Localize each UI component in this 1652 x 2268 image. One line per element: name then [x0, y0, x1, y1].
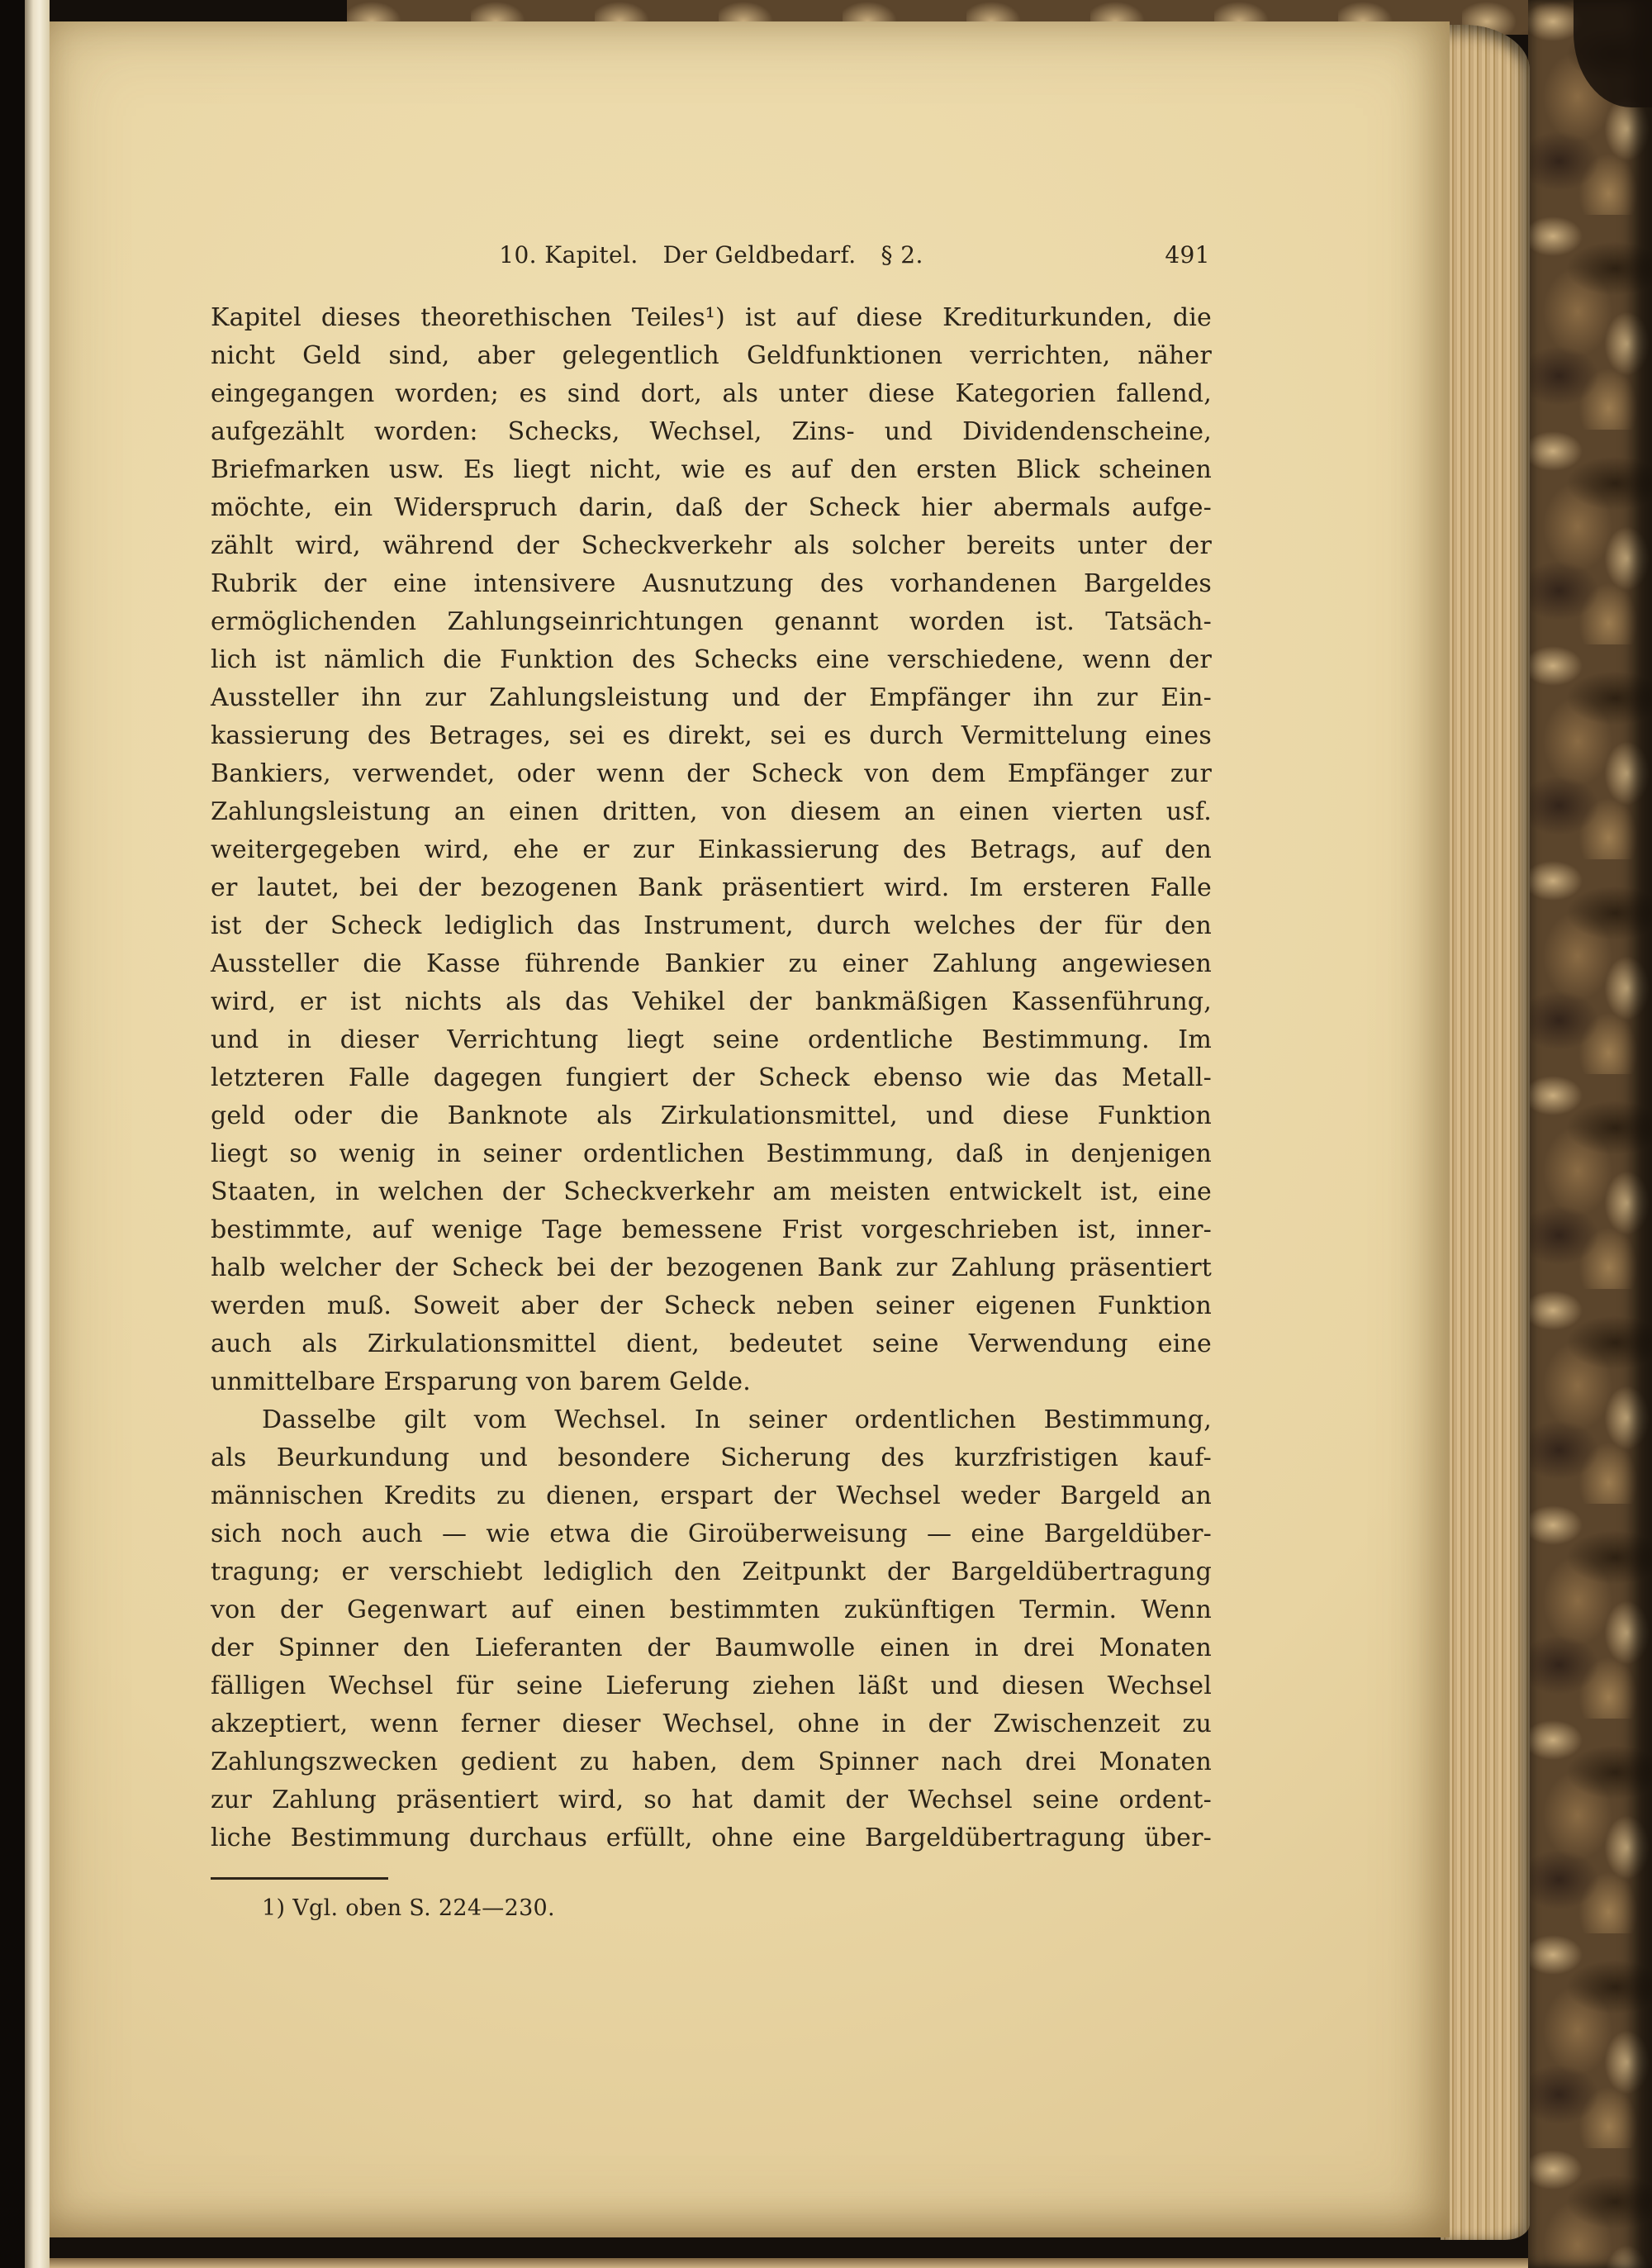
text-line: liche Bestimmung durchaus erfüllt, ohne eine Bargeldübertragung über-	[211, 1823, 1212, 1852]
paragraph	[211, 299, 1212, 1401]
text-line: werden muß. Soweit aber der Scheck neben seiner eigenen Funktion	[211, 1291, 1212, 1320]
text-line: bestimmte, auf wenige Tage bemessene Frist vorgeschrieben ist, inner-	[211, 1215, 1212, 1244]
text-line: Bankiers, verwendet, oder wenn der Scheck von dem Empfänger zur	[211, 759, 1212, 788]
section-number: § 2.	[881, 241, 923, 269]
text-line: tragung; er verschiebt lediglich den Zeitpunkt der Bargeldübertragung	[211, 1557, 1212, 1586]
text-line: liegt so wenig in seiner ordentlichen Bestimmung, daß in denjenigen	[211, 1139, 1212, 1168]
text-line: zählt wird, während der Scheckverkehr als solcher bereits unter der	[211, 531, 1212, 560]
text-line: unmittelbare Ersparung von barem Gelde.	[211, 1367, 751, 1396]
scanned-page	[50, 21, 1450, 2237]
text-line: Rubrik der eine intensivere Ausnutzung des vorhandenen Bargeldes	[211, 569, 1212, 598]
book-cover-marbled-board	[1528, 0, 1652, 2268]
text-line: weitergegeben wird, ehe er zur Einkassierung des Betrags, auf den	[211, 835, 1212, 864]
text-line: Dasselbe gilt vom Wechsel. In seiner ordentlichen Bestimmung,	[262, 1405, 1212, 1434]
text-line: geld oder die Banknote als Zirkulationsmittel, und diese Funktion	[211, 1101, 1212, 1130]
text-line: möchte, ein Widerspruch darin, daß der Scheck hier abermals aufge-	[211, 493, 1212, 522]
text-line: zur Zahlung präsentiert wird, so hat damit der Wechsel seine ordent-	[211, 1785, 1212, 1814]
text-line: aufgezählt worden: Schecks, Wechsel, Zins- und Dividendenscheine,	[211, 417, 1212, 446]
text-line: auch als Zirkulationsmittel dient, bedeutet seine Verwendung eine	[211, 1329, 1212, 1358]
text-line: Aussteller ihn zur Zahlungsleistung und der Empfänger ihn zur Ein-	[211, 683, 1212, 712]
text-line: ist der Scheck lediglich das Instrument, durch welches der für den	[211, 911, 1212, 940]
chapter-heading	[211, 241, 1212, 269]
text-line: fälligen Wechsel für seine Lieferung ziehen läßt und diesen Wechsel	[211, 1671, 1212, 1700]
page-number: 491	[1165, 241, 1210, 269]
book-spine-shadow	[0, 0, 25, 2268]
text-line: Kapitel dieses theorethischen Teiles¹) ist auf diese Krediturkunden, die	[211, 303, 1212, 332]
text-line: halb welcher der Scheck bei der bezogenen Bank zur Zahlung präsentiert	[211, 1253, 1212, 1282]
running-header	[211, 241, 1212, 274]
facing-page-edge	[25, 0, 50, 2268]
text-line: Aussteller die Kasse führende Bankier zu einer Zahlung angewiesen	[211, 949, 1212, 978]
text-line: und in dieser Verrichtung liegt seine ordentliche Bestimmung. Im	[211, 1025, 1212, 1054]
text-line: kassierung des Betrages, sei es direkt, sei es durch Vermittelung eines	[211, 721, 1212, 750]
text-line: als Beurkundung und besondere Sicherung des kurzfristigen kauf-	[211, 1443, 1212, 1472]
text-line: sich noch auch — wie etwa die Giroüberweisung — eine Bargeldüber-	[211, 1519, 1212, 1548]
text-line: letzteren Falle dagegen fungiert der Scheck ebenso wie das Metall-	[211, 1063, 1212, 1092]
book-bottom-edge	[21, 2258, 1528, 2268]
chapter-title: Der Geldbedarf.	[662, 241, 857, 269]
text-line: akzeptiert, wenn ferner dieser Wechsel, ohne in der Zwischenzeit zu	[211, 1709, 1212, 1738]
text-line: der Spinner den Lieferanten der Baumwolle einen in drei Monaten	[211, 1633, 1212, 1662]
text-line: männischen Kredits zu dienen, erspart der Wechsel weder Bargeld an	[211, 1481, 1212, 1510]
page-fore-edge-stack	[1441, 25, 1530, 2240]
footnote: 1) Vgl. oben S. 224—230.	[262, 1895, 555, 1921]
text-line: wird, er ist nichts als das Vehikel der bankmäßigen Kassenführung,	[211, 987, 1212, 1016]
text-line: Zahlungsleistung an einen dritten, von diesem an einen vierten usf.	[211, 797, 1212, 826]
text-line: er lautet, bei der bezogenen Bank präsentiert wird. Im ersteren Falle	[211, 873, 1212, 902]
text-line: nicht Geld sind, aber gelegentlich Geldfunktionen verrichten, näher	[211, 341, 1212, 370]
text-line: von der Gegenwart auf einen bestimmten zukünftigen Termin. Wenn	[211, 1595, 1212, 1624]
paragraph	[211, 1401, 1212, 1857]
chapter-number: 10. Kapitel.	[499, 241, 638, 269]
text-line: Staaten, in welchen der Scheckverkehr am meisten entwickelt ist, eine	[211, 1177, 1212, 1206]
text-line: ermöglichenden Zahlungseinrichtungen genannt worden ist. Tatsäch-	[211, 607, 1212, 636]
body-text	[211, 299, 1212, 1857]
text-line: eingegangen worden; es sind dort, als unter diese Kategorien fallend,	[211, 379, 1212, 408]
text-line: Zahlungszwecken gedient zu haben, dem Spinner nach drei Monaten	[211, 1747, 1212, 1776]
text-line: lich ist nämlich die Funktion des Schecks eine verschiedene, wenn der	[211, 645, 1212, 674]
footnote-separator-rule	[211, 1877, 388, 1880]
text-line: Briefmarken usw. Es liegt nicht, wie es auf den ersten Blick scheinen	[211, 455, 1212, 484]
